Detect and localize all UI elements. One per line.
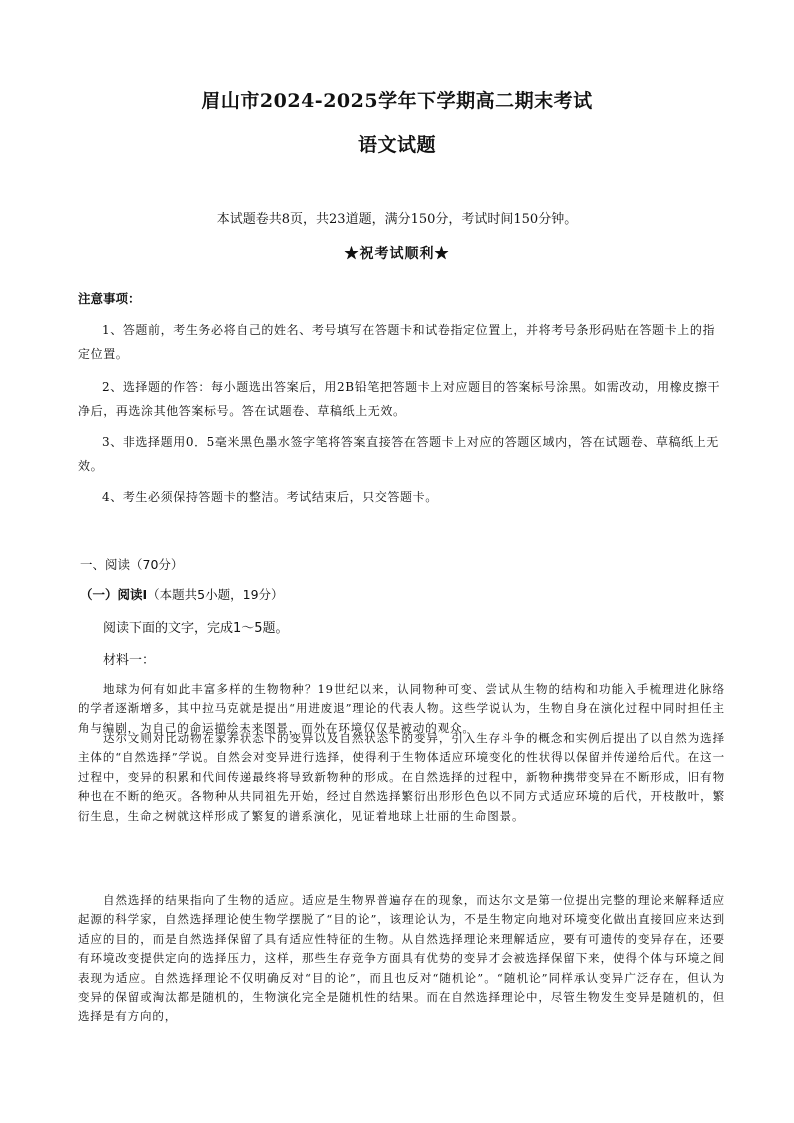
reading-heading — [80, 585, 284, 603]
notice-item: 1、答题前，考生务必将自己的姓名、考号填写在答题卡和试卷指定位置上，并将考号条形码贴在答题卡上的指定位置。 — [78, 323, 716, 361]
passage-paragraph: 达尔文则对比动物在家养状态下的变异以及自然状态下的变异，引入生存斗争的概念和实例后提出了以自然为选择主体的“自然选择”学说。自然会对变异进行选择，使得利于生物体适应环境变化的性状得以保留并传递给后代。在这一过程中，变异的积累和代间传递最终将导致新物种的形成。在自然选择的过程中，新物种携带变异在不断形成，旧有物种也在不断的绝灭。各物种从共同祖先开始，经过自然选择繁衍出形形色色以不同方式适应环境的后代，开枝散叶，繁衍生息，生命之树就这样形成了繁复的谱系演化，见证着地球上壮丽的生命图景。 — [78, 731, 725, 823]
reading-title: 阅读Ⅰ — [117, 587, 148, 602]
exam-title: 眉山市2024-2025学年下学期高二期末考试 — [201, 90, 593, 112]
notice-heading: 注意事项： — [78, 291, 141, 306]
reading-note: （本题共5小题，19分） — [147, 587, 284, 602]
passage-paragraph: 自然选择的结果指向了生物的适应。适应是生物界普遍存在的现象，而达尔文是第一位提出完整的理论来解释适应起源的科学家，自然选择理论使生物学摆脱了“目的论”，该理论认为，不是生物定向地对环境变化做出直接回应来达到适应的目的，而是自然选择保留了具有适应性特征的生物。从自然选择理论来理解适应，要有可遗传的变异存在，还要有环境改变提供定向的选择压力，这样，那些生存竞争方面具有优势的变异才会被选择保留下来，使得个体与环境之间表现为适应。自然选择理论不仅明确反对“目的论”，而且也反对“随机论”。“随机论”同样承认变异广泛存在，但认为变异的保留或淘汰都是随机的，生物演化完全是随机性的结果。而在自然选择理论中，尽管生物发生变异是随机的，但选择是有方向的， — [78, 893, 725, 1024]
part-heading: 一、阅读（70分） — [80, 557, 184, 572]
material-label: 材料一： — [103, 653, 156, 668]
notice-item: 3、非选择题用0．5毫米黑色墨水签字笔将答案直接答在答题卡上对应的答题区域内，答在试题卷、草稿纸上无效。 — [78, 435, 719, 473]
good-luck-banner: ★祝考试顺利★ — [344, 246, 450, 262]
reading-prefix: （一） — [80, 587, 118, 602]
notice-item: 2、选择题的作答：每小题选出答案后，用2B铅笔把答题卡上对应题目的答案标号涂黑。如需改动，用橡皮擦干净后，再选涂其他答案标号。答在试题卷、草稿纸上无效。 — [78, 380, 721, 418]
passage-paragraph: 地球为何有如此丰富多样的生物物种？19世纪以来，认同物种可变、尝试从生物的结构和功能入手梳理进化脉络的学者逐渐增多，其中拉马克就是提出“用进废退”理论的代表人物。这些学说认为，生物自身在演化过程中同时担任主角与编剧，为自己的命运描绘未来图景，而外在环境仅仅是被动的观众。 — [78, 682, 725, 735]
exam-subtitle: 语文试题 — [357, 134, 436, 156]
reading-instruction: 阅读下面的文字，完成1～5题。 — [103, 621, 289, 636]
notice-item: 4、考生必须保持答题卡的整洁。考试结束后，只交答题卡。 — [102, 490, 438, 504]
exam-info: 本试题卷共8页，共23道题，满分150分，考试时间150分钟。 — [216, 212, 578, 227]
